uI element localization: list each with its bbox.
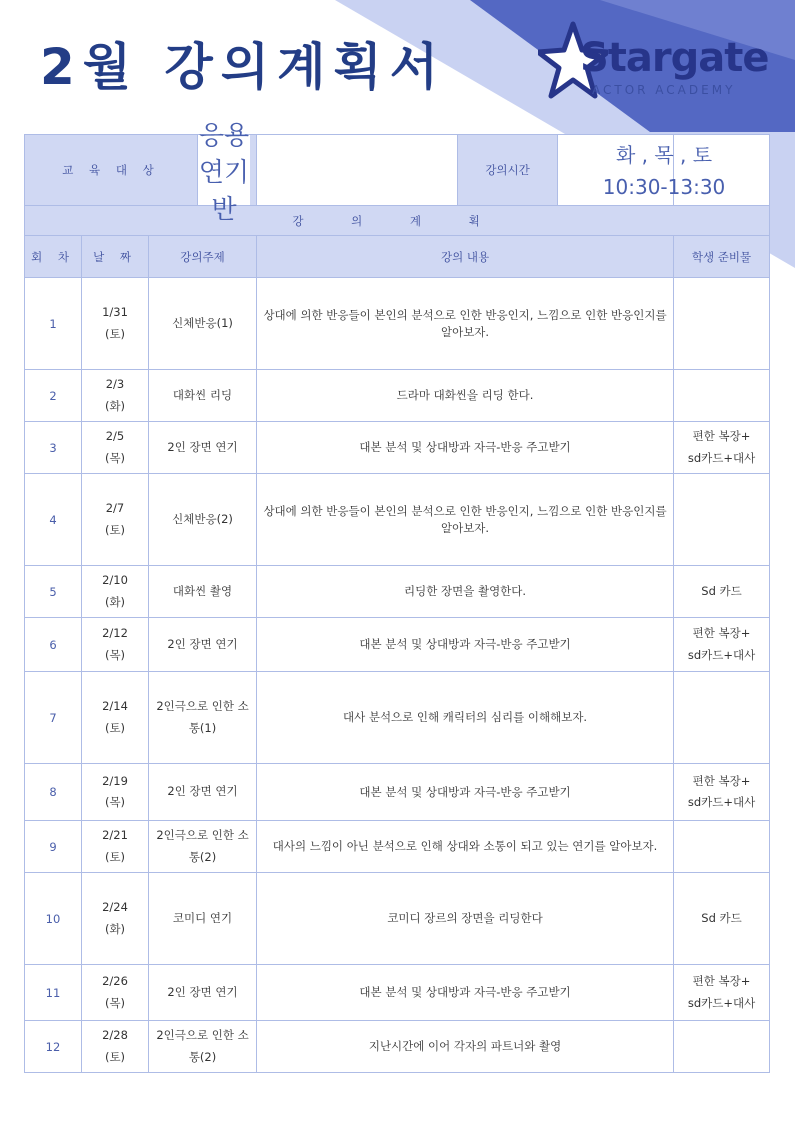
session-content: 대본 분석 및 상대방과 자극-반응 주고받기 — [359, 440, 571, 455]
cell-materials — [674, 278, 770, 370]
cell-materials — [674, 821, 770, 873]
session-topic: 2인 장면 연기 — [167, 984, 238, 999]
cell-no — [25, 278, 82, 370]
cell-no — [25, 566, 82, 618]
cell-materials — [674, 422, 770, 474]
session-materials: 편한 복장+ sd카드+대사 — [687, 974, 756, 1010]
session-number: 11 — [45, 985, 61, 1000]
cell-topic — [149, 566, 257, 618]
cell-topic — [149, 965, 257, 1021]
cell-date — [82, 566, 149, 618]
cell-materials — [674, 873, 770, 965]
session-date: 2/10 — [102, 573, 128, 588]
col-header-no: 회 차 — [25, 236, 82, 278]
session-content: 상대에 의한 반응들이 본인의 분석으로 인한 반응인지, 느낌으로 인한 반응인지를 알아보자. — [263, 504, 667, 535]
session-content: 지난시간에 이어 각자의 파트너와 촬영 — [368, 1039, 562, 1054]
cell-materials — [674, 566, 770, 618]
cell-materials — [674, 474, 770, 566]
session-number: 3 — [49, 440, 57, 455]
table-row — [25, 566, 770, 618]
session-date: 2/28 — [102, 1028, 128, 1043]
cell-topic — [149, 764, 257, 821]
session-materials: 편한 복장+ sd카드+대사 — [687, 626, 756, 662]
session-content: 대사의 느낌이 아닌 분석으로 인해 상대와 소통이 되고 있는 연기를 알아보자. — [272, 839, 658, 854]
session-content: 드라마 대화씬을 리딩 한다. — [396, 388, 534, 403]
session-day: (목) — [104, 795, 126, 809]
session-number: 5 — [49, 584, 57, 599]
cell-no — [25, 672, 82, 764]
table-row — [25, 422, 770, 474]
cell-content — [257, 672, 674, 764]
cell-content — [257, 965, 674, 1021]
cell-materials — [674, 764, 770, 821]
session-topic: 대화씬 촬영 — [172, 583, 233, 598]
cell-materials — [674, 370, 770, 422]
time-label: 강의시간 — [457, 135, 557, 205]
cell-content — [257, 764, 674, 821]
session-date: 2/24 — [102, 900, 128, 915]
cell-date — [82, 474, 149, 566]
session-topic: 2인극으로 인한 소통(2) — [156, 1028, 249, 1064]
session-topic: 2인 장면 연기 — [167, 439, 238, 454]
cell-date — [82, 618, 149, 672]
cell-no — [25, 873, 82, 965]
cell-topic — [149, 672, 257, 764]
col-header-content: 강의 내용 — [257, 236, 674, 278]
col-header-topic: 강의주제 — [149, 236, 257, 278]
table-row — [25, 672, 770, 764]
cell-content — [257, 618, 674, 672]
cell-date — [82, 422, 149, 474]
table-row — [25, 1021, 770, 1073]
session-day: (목) — [104, 647, 126, 662]
session-topic: 코미디 연기 — [172, 910, 233, 925]
cell-content — [257, 1021, 674, 1073]
session-day: (화) — [104, 921, 126, 936]
cell-topic — [149, 873, 257, 965]
session-topic: 2인극으로 인한 소통(1) — [156, 699, 249, 735]
session-date: 1/31 — [102, 305, 128, 320]
cell-topic — [149, 474, 257, 566]
cell-no — [25, 618, 82, 672]
time-value — [602, 135, 770, 206]
cell-date — [82, 965, 149, 1021]
table-row — [25, 618, 770, 672]
cell-no — [25, 764, 82, 821]
cell-topic — [149, 618, 257, 672]
session-number: 8 — [49, 785, 57, 799]
cell-date — [82, 278, 149, 370]
session-content: 상대에 의한 반응들이 본인의 분석으로 인한 반응인지, 느낌으로 인한 반응인지를 알아보자. — [263, 308, 667, 339]
cell-content — [257, 422, 674, 474]
cell-content — [257, 278, 674, 370]
logo-subtitle: ACTOR ACADEMY — [592, 83, 736, 97]
plan-label: 강 의 계 획 — [25, 206, 770, 236]
session-date: 2/26 — [102, 974, 128, 989]
target-label-text: 교 육 대 상 — [25, 135, 197, 205]
days-value: 화 , 목 , 토 — [615, 143, 713, 167]
table-row — [25, 278, 770, 370]
table-row — [25, 873, 770, 965]
session-content: 리딩한 장면을 촬영한다. — [404, 584, 527, 599]
cell-date — [82, 1021, 149, 1073]
session-date: 2/5 — [105, 429, 125, 444]
session-content: 대본 분석 및 상대방과 자극-반응 주고받기 — [359, 985, 571, 1000]
session-content: 대사 분석으로 인해 캐릭터의 심리를 이해해보자. — [342, 710, 588, 725]
session-materials: Sd 카드 — [701, 910, 742, 925]
session-materials: 편한 복장+ sd카드+대사 — [687, 429, 756, 465]
session-date: 2/3 — [105, 377, 125, 392]
session-day: (토) — [104, 326, 126, 341]
session-day: (화) — [104, 398, 126, 413]
session-number: 7 — [49, 710, 57, 725]
session-date: 2/12 — [102, 626, 128, 641]
session-topic: 2인 장면 연기 — [167, 784, 238, 799]
table-row — [25, 965, 770, 1021]
logo — [538, 20, 768, 100]
session-topic: 2인 장면 연기 — [167, 636, 238, 651]
cell-content — [257, 873, 674, 965]
session-number: 12 — [45, 1039, 61, 1054]
session-number: 4 — [49, 512, 57, 527]
session-content: 대본 분석 및 상대방과 자극-반응 주고받기 — [359, 637, 571, 652]
cell-no — [25, 370, 82, 422]
cell-materials — [674, 1021, 770, 1073]
cell-no — [25, 965, 82, 1021]
cell-topic — [149, 1021, 257, 1073]
session-content: 코미디 장르의 장면을 리딩한다 — [387, 911, 543, 926]
session-number: 6 — [49, 637, 57, 652]
cell-content — [257, 566, 674, 618]
course-info-row — [25, 135, 770, 206]
session-topic: 2인극으로 인한 소통(2) — [156, 828, 249, 864]
table-row — [25, 821, 770, 873]
session-topic: 대화씬 리딩 — [172, 387, 233, 402]
cell-date — [82, 370, 149, 422]
session-date: 2/7 — [105, 501, 125, 516]
table-row — [25, 474, 770, 566]
session-day: (토) — [104, 720, 126, 735]
session-materials: Sd 카드 — [701, 583, 742, 598]
cell-date — [82, 672, 149, 764]
cell-no — [25, 474, 82, 566]
col-header-date: 날 짜 — [82, 236, 149, 278]
target-value-fill — [257, 135, 457, 205]
cell-materials — [674, 618, 770, 672]
session-day: (토) — [104, 522, 126, 537]
hours-value: 10:30-13:30 — [602, 175, 726, 199]
cell-date — [82, 764, 149, 821]
plan-label-row — [25, 206, 770, 236]
col-header-materials: 학생 준비물 — [674, 236, 770, 278]
session-number: 2 — [49, 388, 57, 403]
page-title: 2월 강의계획서 — [40, 38, 446, 96]
cell-materials — [674, 672, 770, 764]
cell-content — [257, 370, 674, 422]
table-row — [25, 370, 770, 422]
cell-topic — [149, 370, 257, 422]
cell-content — [257, 474, 674, 566]
cell-no — [25, 1021, 82, 1073]
column-header-row — [25, 236, 770, 278]
cell-materials — [674, 965, 770, 1021]
cell-date — [82, 821, 149, 873]
session-day: (토) — [104, 1049, 126, 1064]
session-date: 2/21 — [102, 828, 128, 843]
session-day: (목) — [104, 995, 126, 1010]
session-date: 2/14 — [102, 699, 128, 714]
session-day: (화) — [104, 594, 126, 609]
cell-content — [257, 821, 674, 873]
session-day: (목) — [104, 450, 126, 465]
session-topic: 신체반응(1) — [172, 315, 233, 330]
table-row — [25, 764, 770, 821]
session-topic: 신체반응(2) — [172, 511, 233, 526]
session-number: 1 — [49, 316, 57, 331]
cell-no — [25, 821, 82, 873]
cell-no — [25, 422, 82, 474]
session-content: 대본 분석 및 상대방과 자극-반응 주고받기 — [359, 784, 571, 799]
session-materials: 편한 복장+ sd카드+대사 — [687, 773, 756, 809]
lecture-plan-table — [24, 120, 770, 1073]
cell-topic — [149, 422, 257, 474]
target-value: 응용 연기 — [197, 135, 250, 205]
session-number: 9 — [49, 839, 57, 854]
logo-text: Stargate — [580, 35, 769, 81]
cell-topic — [149, 278, 257, 370]
session-date: 2/19 — [102, 773, 128, 788]
cell-date — [82, 873, 149, 965]
session-day: (토) — [104, 849, 126, 864]
cell-topic — [149, 821, 257, 873]
target-label — [25, 120, 257, 206]
session-number: 10 — [45, 911, 61, 926]
